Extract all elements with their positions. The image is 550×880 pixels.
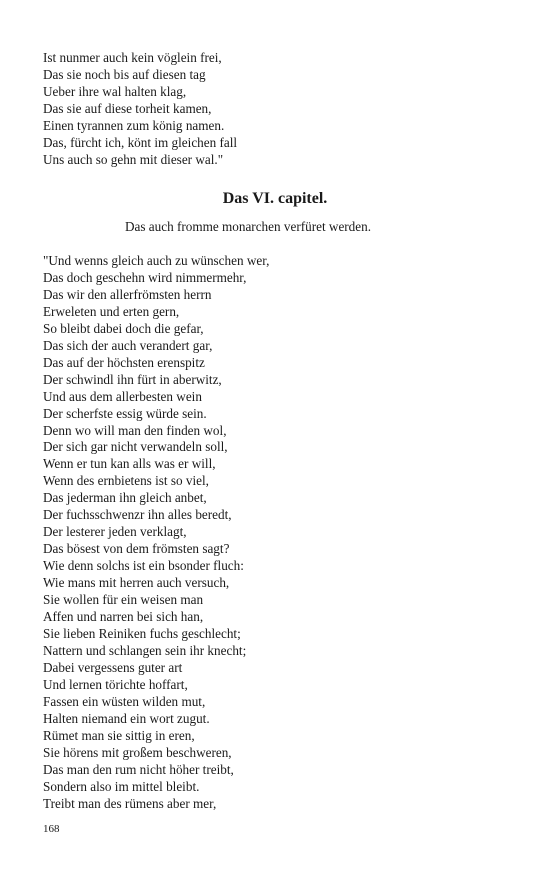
verse-line: Sie wollen für ein weisen man bbox=[43, 592, 204, 608]
verse-line: Wie denn solchs ist ein bsonder fluch: bbox=[43, 558, 244, 574]
verse-line: Nattern und schlangen sein ihr knecht; bbox=[43, 642, 247, 658]
verse-line: Sie hörens mit großem beschweren, bbox=[43, 744, 232, 760]
verse-line: Und aus dem allerbesten wein bbox=[43, 388, 202, 404]
verse-line: Das sie noch bis auf diesen tag bbox=[43, 66, 206, 82]
verse-line: Das doch geschehn wird nimmermehr, bbox=[43, 269, 247, 285]
verse-line: So bleibt dabei doch die gefar, bbox=[43, 320, 204, 336]
verse-line: Das jederman ihn gleich anbet, bbox=[43, 490, 207, 506]
verse-line: Das bösest von dem frömsten sagt? bbox=[43, 541, 230, 557]
verse-line: Das, fürcht ich, könt im gleichen fall bbox=[43, 134, 238, 150]
verse-line: Treibt man des rümens aber mer, bbox=[43, 795, 217, 811]
verse-line: Der fuchsschwenzr ihn alles beredt, bbox=[43, 507, 232, 523]
verse-line: Wenn des ernbietens ist so viel, bbox=[43, 473, 209, 489]
verse-line: Sie lieben Reiniken fuchs geschlecht; bbox=[43, 625, 241, 641]
verse-line: Halten niemand ein wort zugut. bbox=[43, 710, 210, 726]
verse-line: Das sich der auch verandert gar, bbox=[43, 337, 213, 353]
verse-line: Denn wo will man den finden wol, bbox=[43, 422, 227, 438]
verse-line: Der scherfste essig würde sein. bbox=[43, 405, 207, 421]
verse-line: Das man den rum nicht höher treibt, bbox=[43, 761, 234, 777]
verse-line: Einen tyrannen zum könig namen. bbox=[43, 117, 225, 133]
verse-line: Dabei vergessens guter art bbox=[43, 659, 183, 675]
page-number: 168 bbox=[43, 823, 60, 835]
verse-line: "Und wenns gleich auch zu wünschen wer, bbox=[43, 253, 270, 268]
verse-line: Das auf der höchsten erenspitz bbox=[43, 354, 205, 370]
chapter-subtitle: Das auch fromme monarchen verfüret werden. bbox=[124, 219, 372, 234]
verse-line: Der schwindl ihn fürt in aberwitz, bbox=[43, 371, 222, 387]
verse-line: Uns auch so gehn mit dieser wal." bbox=[43, 151, 224, 167]
verse-stanza-top bbox=[43, 50, 237, 169]
verse-line: Das wir den allerfrömsten herrn bbox=[43, 286, 212, 302]
verse-line: Rümet man sie sittig in eren, bbox=[43, 727, 195, 743]
verse-line: Ueber ihre wal halten klag, bbox=[43, 83, 187, 99]
verse-line: Erweleten und erten gern, bbox=[43, 303, 180, 319]
verse-line: Wie mans mit herren auch versuch, bbox=[43, 575, 230, 591]
verse-stanza-main bbox=[43, 253, 269, 812]
verse-line: Sondern also im mittel bleibt. bbox=[43, 778, 200, 794]
chapter-title: Das VI. capitel. bbox=[222, 190, 328, 207]
verse-line: Der lesterer jeden verklagt, bbox=[43, 524, 187, 540]
verse-line: Affen und narren bei sich han, bbox=[43, 609, 204, 625]
verse-line: Das sie auf diese torheit kamen, bbox=[43, 100, 212, 116]
verse-line: Und lernen törichte hoffart, bbox=[43, 676, 188, 692]
verse-line: Fassen ein wüsten wilden mut, bbox=[43, 693, 206, 709]
verse-line: Wenn er tun kan alls was er will, bbox=[43, 456, 216, 472]
verse-line: Ist nunmer auch kein vöglein frei, bbox=[43, 50, 222, 65]
verse-line: Der sich gar nicht verwandeln soll, bbox=[43, 439, 228, 455]
